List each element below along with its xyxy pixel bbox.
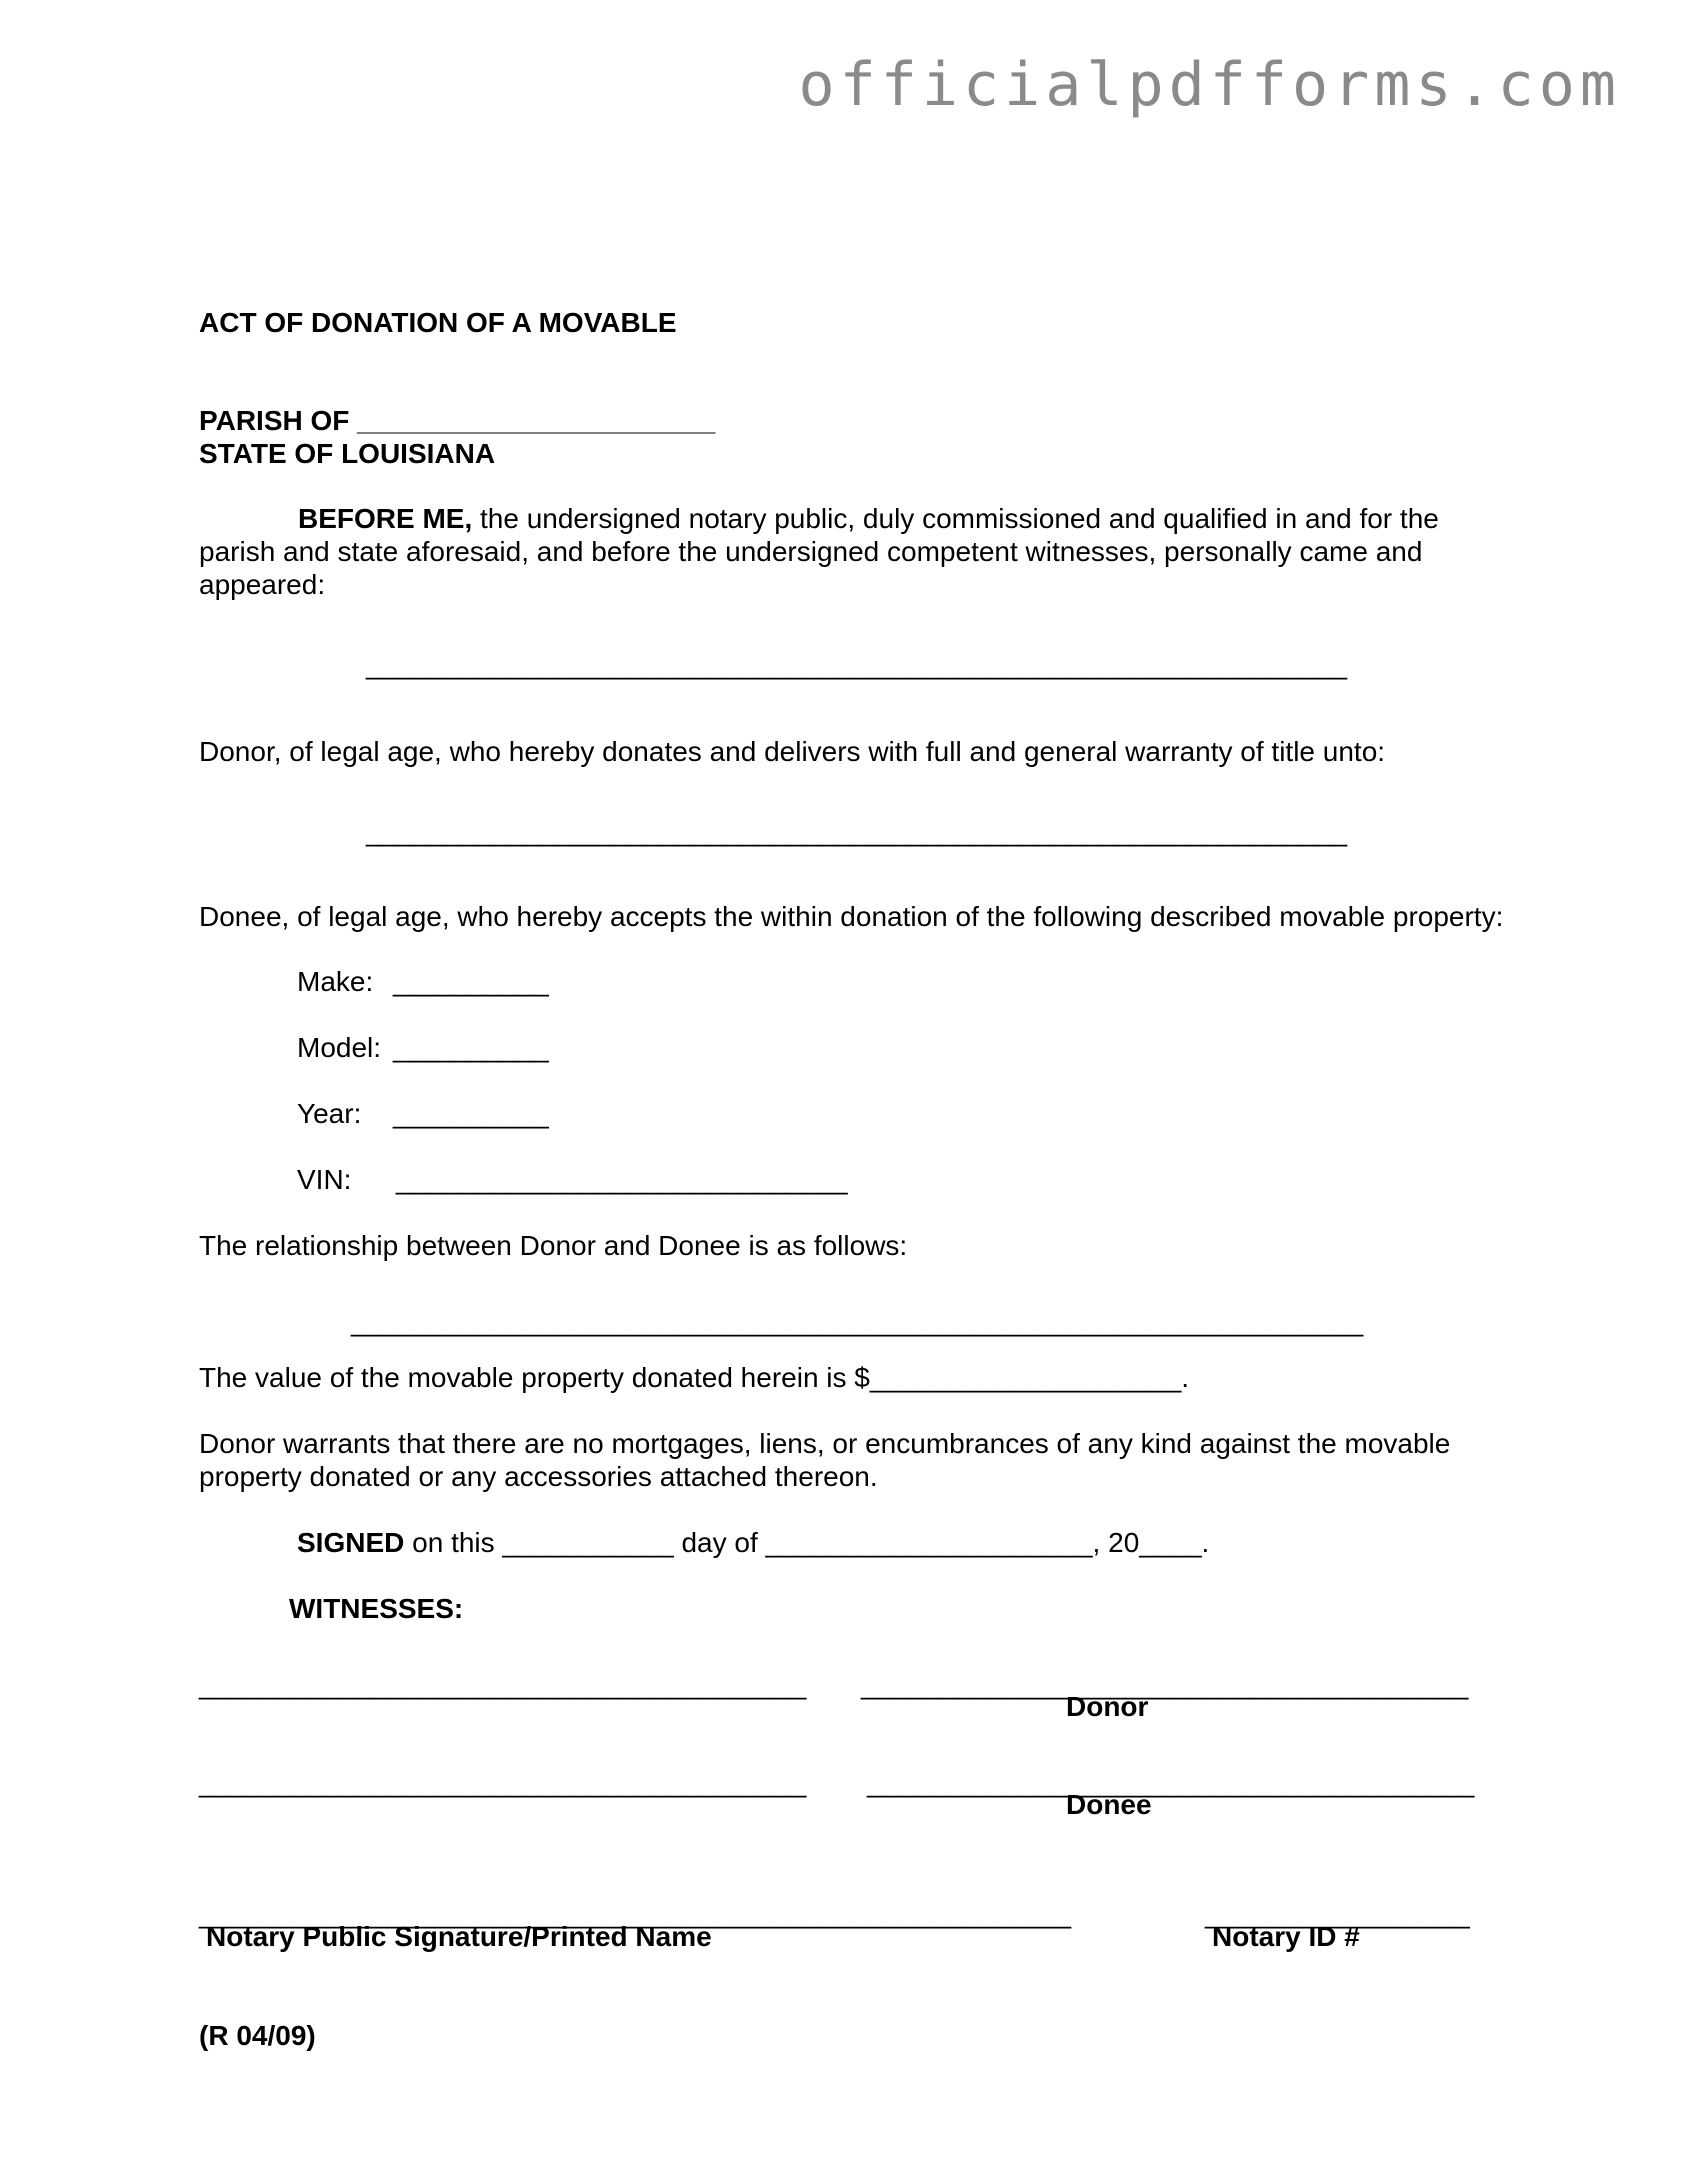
state-line: STATE OF LOUISIANA xyxy=(199,438,496,469)
revision-code: (R 04/09) xyxy=(199,2020,316,2051)
donee-name-blank[interactable]: _______________________________________________________________ xyxy=(366,816,1348,847)
model-blank[interactable]: __________ xyxy=(393,1032,549,1063)
watermark: officialpdfforms.com xyxy=(798,50,1621,120)
notary-signature-line[interactable]: ________________________________________________________ xyxy=(199,1898,1072,1929)
notary-id-label: Notary ID # xyxy=(1212,1921,1360,1952)
witness-line-1[interactable]: _______________________________________ xyxy=(199,1669,807,1700)
signed-text: on this ___________ day of _____________________, 20____. xyxy=(404,1527,1210,1558)
before-me-paragraph xyxy=(199,502,1489,601)
signed-bold: SIGNED xyxy=(297,1527,405,1558)
year-label: Year: xyxy=(297,1098,362,1129)
parish-line: PARISH OF _______________________ xyxy=(199,405,716,436)
notary-signature-label: Notary Public Signature/Printed Name xyxy=(206,1921,712,1952)
make-label: Make: xyxy=(297,966,374,997)
relationship-blank[interactable]: _________________________________________________________________ xyxy=(351,1306,1364,1337)
witnesses-label: WITNESSES: xyxy=(289,1593,464,1624)
value-text[interactable]: The value of the movable property donated herein is $____________________. xyxy=(199,1362,1190,1393)
donor-text: Donor, of legal age, who hereby donates and delivers with full and general warranty of title unto: xyxy=(199,736,1386,767)
donee-signature-label: Donee xyxy=(1066,1789,1152,1820)
signed-line[interactable] xyxy=(297,1526,1209,1559)
witness-line-2[interactable]: _______________________________________ xyxy=(199,1767,807,1798)
donee-text: Donee, of legal age, who hereby accepts the within donation of the following described movable property: xyxy=(199,901,1504,932)
warrant-text: Donor warrants that there are no mortgages, liens, or encumbrances of any kind against the movable property donated or any accessories attached thereon. xyxy=(199,1428,1451,1492)
donor-signature-line[interactable]: _______________________________________ xyxy=(861,1669,1469,1700)
vin-label: VIN: xyxy=(297,1164,352,1195)
donor-name-blank[interactable]: _______________________________________________________________ xyxy=(366,649,1348,680)
model-label: Model: xyxy=(297,1032,382,1063)
notary-id-line[interactable]: _________________ xyxy=(1205,1898,1470,1929)
vin-blank[interactable]: _____________________________ xyxy=(396,1164,848,1195)
make-blank[interactable]: __________ xyxy=(393,966,549,997)
donee-signature-line[interactable]: _______________________________________ xyxy=(867,1767,1475,1798)
before-me-bold: BEFORE ME, xyxy=(298,503,473,534)
relationship-text: The relationship between Donor and Donee is as follows: xyxy=(199,1230,908,1261)
donor-signature-label: Donor xyxy=(1066,1691,1149,1722)
form-title: ACT OF DONATION OF A MOVABLE xyxy=(199,307,677,338)
year-blank[interactable]: __________ xyxy=(393,1098,549,1129)
before-me-text: the undersigned notary public, duly commissioned and qualified in and for the parish and state aforesaid, and before the undersigned competent witnesses, personally came and appeared: xyxy=(199,503,1439,600)
